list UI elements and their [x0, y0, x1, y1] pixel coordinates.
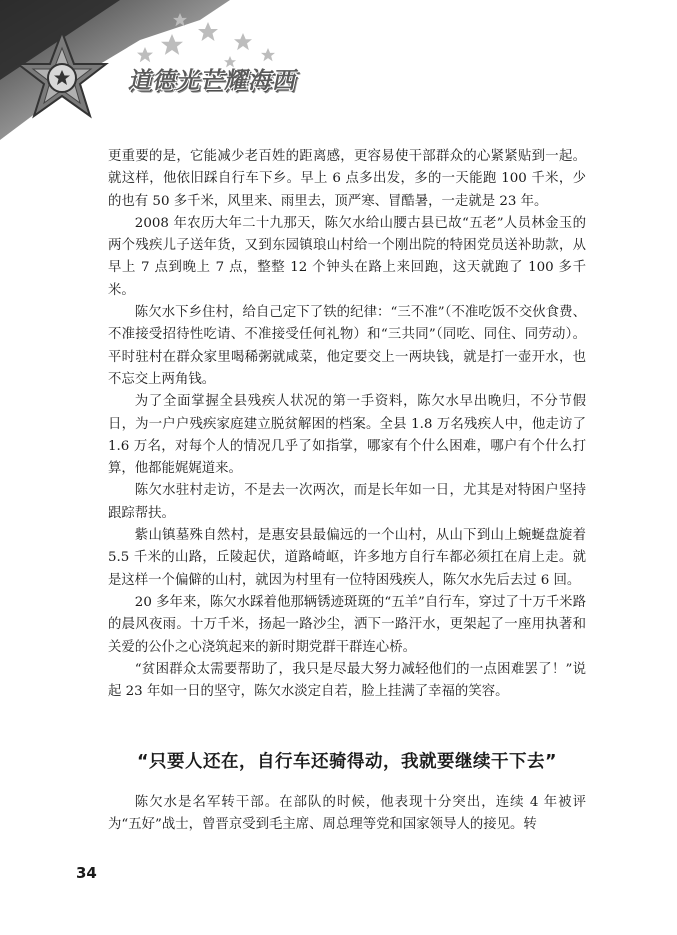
- section-body: [108, 792, 586, 837]
- page-header: [0, 0, 677, 140]
- paragraph: 20 多年来，陈欠水踩着他那辆锈迹斑斑的“五羊”自行车，穿过了十万千米路的晨风夜雨。十万千米，扬起一路沙尘，洒下一路汗水，更架起了一座用执著和关爱的公仆之心浇筑起来的新时期党群干群连心桥。: [108, 594, 586, 655]
- paragraph: 更重要的是，它能减少老百姓的距离感，更容易使干部群众的心紧紧贴到一起。就这样，他依旧踩自行车下乡。早上 6 点多出发，多的一天能跑 100 千米，少的也有 50 多千米，风里来、雨里去，顶严寒、冒酷暑，一走就是 23 年。: [108, 149, 586, 209]
- paragraph: 为了全面掌握全县残疾人状况的第一手资料，陈欠水早出晚归，不分节假日，为一户户残疾家庭建立脱贫解困的档案。全县 1.8 万名残疾人中，他走访了 1.6 万名，对每个人的情况几乎了如指掌，哪家有个什么困难，哪户有个什么打算，他都能娓娓道来。: [108, 394, 586, 477]
- paragraph: 陈欠水驻村走访，不是去一次两次，而是长年如一日，尤其是对特困户坚持跟踪帮扶。: [108, 483, 586, 521]
- header-title: 道德光芒耀海西: [126, 68, 301, 94]
- paragraph: 陈欠水是名军转干部。在部队的时候，他表现十分突出，连续 4 年被评为“五好”战士，曾晋京受到毛主席、周总理等党和国家领导人的接见。转: [108, 795, 586, 833]
- paragraph: 紫山镇墓殊自然村，是惠安县最偏远的一个山村，从山下到山上蜿蜒盘旋着 5.5 千米的山路，丘陵起伏，道路崎岖，许多地方自行车都必须扛在肩上走。就是这样一个偏僻的山村，就因为村里有一位特困残疾人，陈欠水先后去过 6 回。: [108, 528, 586, 588]
- paragraph: “贫困群众太需要帮助了，我只是尽最大努力减轻他们的一点困难罢了！”说起 23 年如一日的坚守，陈欠水淡定自若，脸上挂满了幸福的笑容。: [108, 661, 586, 700]
- paragraph: 2008 年农历大年二十九那天，陈欠水给山腰古县已故“五老”人员林金玉的两个残疾儿子送年货，又到东园镇琅山村给一个刚出院的特困党员送补助款，从早上 7 点到晚上 7 点，整整 12 个钟头在路上来回跑，这天就跑了 100 多千米。: [108, 215, 586, 298]
- page-number: 34: [76, 864, 97, 882]
- paragraph: 陈欠水下乡住村，给自己定下了铁的纪律：“三不准”（不准吃饭不交伙食费、不准接受招待性吃请、不准接受任何礼物）和“三共同”（同吃、同住、同劳动）。平时驻村在群众家里喝稀粥就咸菜，他定要交上一两块钱，就是打一壶开水，也不忘交上两角钱。: [108, 305, 586, 387]
- article-body: [108, 146, 586, 703]
- header-decoration: [0, 0, 677, 140]
- section-heading: “只要人还在，自行车还骑得动，我就要继续干下去”: [136, 752, 557, 772]
